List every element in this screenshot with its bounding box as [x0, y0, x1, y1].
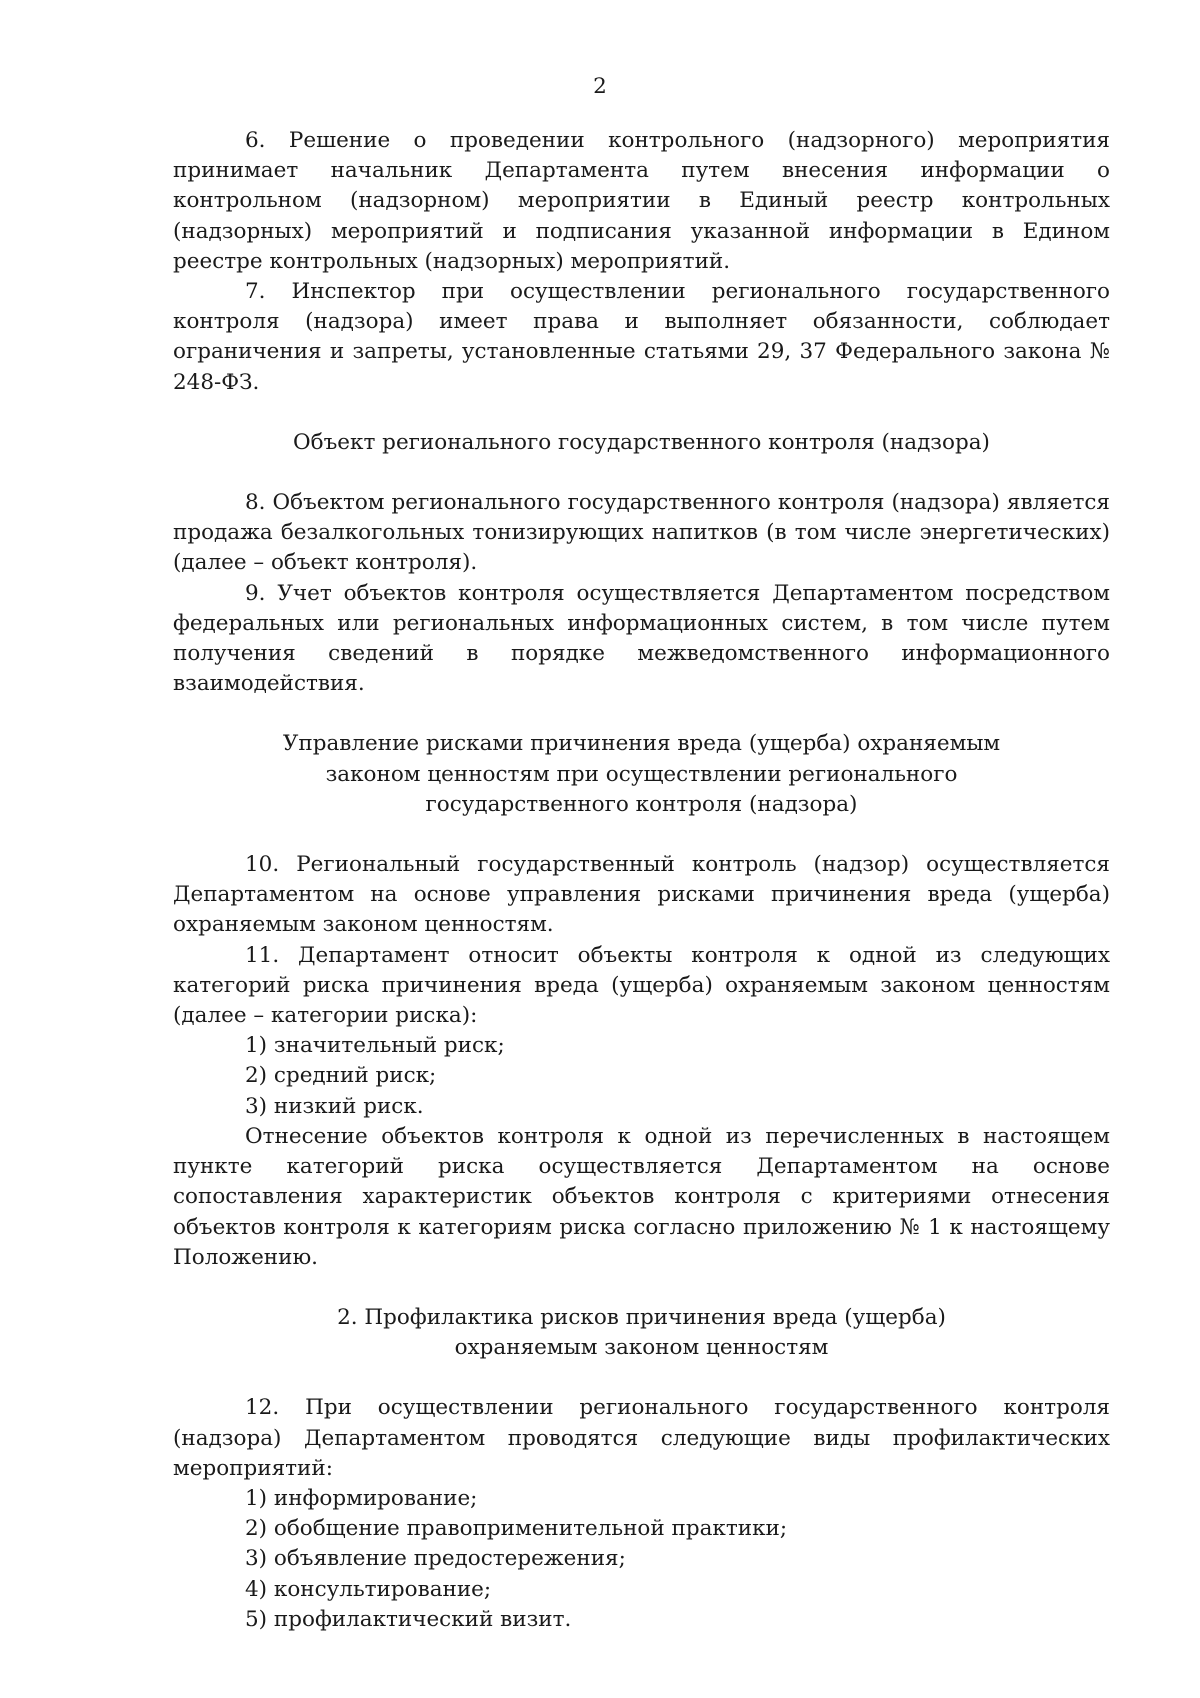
list-item: 3) объявление предостережения;: [245, 1546, 626, 1572]
paragraph-12: 12. При осуществлении регионального государственного контроля (надзора) Департаментом проводятся следующие виды профилактических мероприятий:: [173, 1395, 1110, 1481]
paragraph-9: 9. Учет объектов контроля осуществляется Департаментом посредством федеральных или региональных информационных систем, в том числе путем получения сведений в порядке межведомственного информационного взаимодействия.: [173, 580, 1110, 697]
page-number: 2: [593, 74, 607, 99]
heading-line: государственного контроля (надзора): [425, 791, 858, 817]
list-item: 1) информирование;: [245, 1485, 478, 1511]
paragraph-7: 7. Инспектор при осуществлении регионального государственного контроля (надзора) имеет права и выполняет обязанности, соблюдает ограничения и запреты, установленные статьями 29, 37 Федерального закона № 248-ФЗ.: [173, 279, 1110, 395]
paragraph-11: 11. Департамент относит объекты контроля к одной из следующих категорий риска причинения вреда (ущерба) охраняемым законом ценностям (далее – категории риска):: [173, 942, 1110, 1029]
list-item: 4) консультирование;: [245, 1576, 492, 1602]
paragraph-risk-assignment: Отнесение объектов контроля к одной из перечисленных в настоящем пункте категорий риска осуществляется Департаментом на основе сопоставления характеристик объектов контроля с критериями отнесения объектов контроля к категориям риска согласно приложению № 1 к настоящему Положению.: [173, 1123, 1110, 1270]
paragraph-8: 8. Объектом регионального государственного контроля (надзора) является продажа безалкогольных тонизирующих напитков (в том числе энергетических) (далее – объект контроля).: [173, 490, 1110, 576]
paragraph-10: 10. Региональный государственный контроль (надзор) осуществляется Департаментом на основе управления рисками причинения вреда (ущерба) охраняемым законом ценностям.: [173, 852, 1110, 938]
paragraph-6: 6. Решение о проведении контрольного (надзорного) мероприятия принимает начальник Департамента путем внесения информации о контрольном (надзорном) мероприятии в Единый реестр контрольных (надзорных) мероприятий и подписания указанной информации в Едином реестре контрольных (надзорных) мероприятий.: [173, 128, 1110, 274]
heading-line: законом ценностям при осуществлении регионального: [325, 761, 958, 787]
section-heading-control-object: [173, 428, 1110, 458]
list-item: 1) значительный риск;: [245, 1033, 505, 1059]
heading-line: охраняемым законом ценностям: [454, 1335, 829, 1361]
document-body: [173, 126, 1110, 1635]
list-item: 3) низкий риск.: [245, 1093, 424, 1119]
list-item: 5) профилактический визит.: [245, 1606, 572, 1632]
heading-line: Управление рисками причинения вреда (ущерба) охраняемым: [282, 731, 1001, 757]
list-item: 2) обобщение правоприменительной практики;: [245, 1516, 788, 1542]
heading-line: 2. Профилактика рисков причинения вреда (ущерба): [337, 1304, 946, 1330]
list-item: 2) средний риск;: [245, 1063, 437, 1089]
section-heading-prevention: [173, 1303, 1110, 1363]
heading-line: Объект регионального государственного контроля (надзора): [293, 429, 990, 455]
section-heading-risk-management: [173, 729, 1110, 820]
